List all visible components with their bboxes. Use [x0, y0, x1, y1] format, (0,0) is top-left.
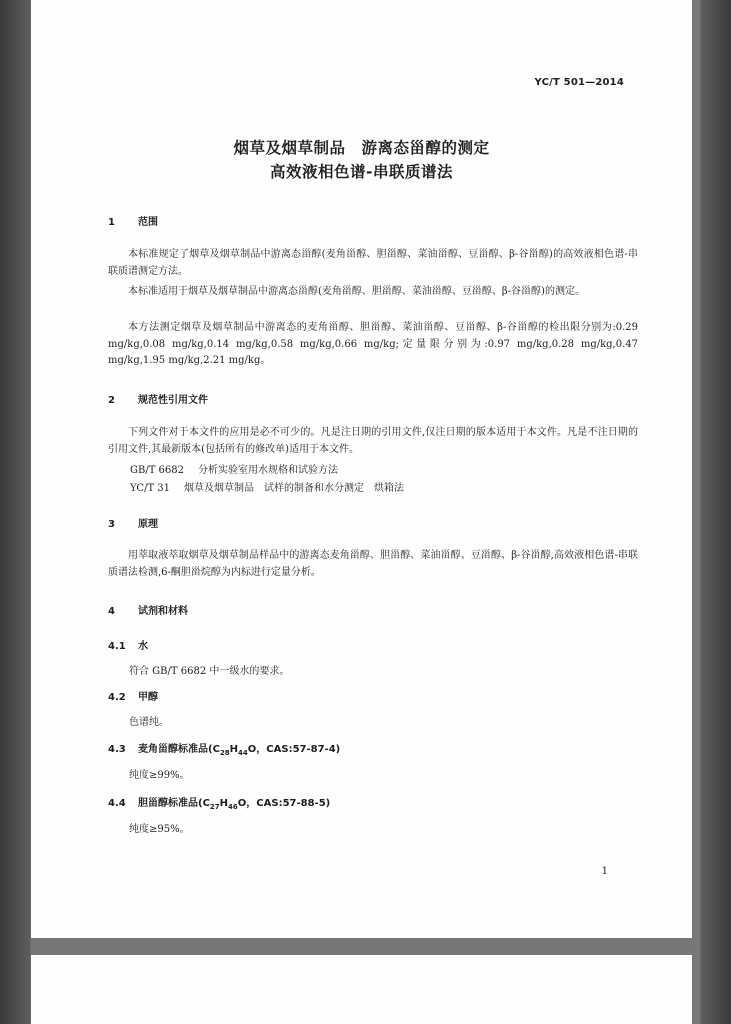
subsection-title: 水 [138, 641, 148, 652]
paragraph: 本标准规定了烟草及烟草制品中游离态甾醇(麦角甾醇、胆甾醇、菜油甾醇、豆甾醇、β-谷甾醇)的高效液相色谱-串联质谱测定方法。 [108, 249, 638, 277]
reference-title: 分析实验室用水规格和试验方法 [198, 465, 339, 476]
subsection-text: 色谱纯。 [129, 717, 169, 728]
next-document-page [31, 955, 692, 1024]
subscript: 46 [228, 803, 238, 811]
section-heading-principle [108, 515, 158, 530]
paragraph: 下列文件对于本文件的应用是必不可少的。凡是注日期的引用文件,仅注日期的版本适用于本文件。凡是不注日期的引用文件,其最新版本(包括所有的修改单)适用于本文件。 [108, 427, 638, 455]
subsection-title: 麦角甾醇标准品($C_{28}H_{44}O$，CAS:57-87-4) [138, 744, 341, 757]
reference-code: GB/T 6682 [130, 465, 185, 476]
reference-item [130, 461, 338, 476]
subsection-number: 4.3 [108, 744, 126, 755]
subsection-title: 甲醇 [138, 692, 158, 703]
subsection-text: 符合 GB/T 6682 中一级水的要求。 [129, 666, 290, 677]
subsection-title: 胆甾醇标准品($C_{27}H_{46}O$，CAS:57-88-5) [138, 798, 331, 811]
subsection-number: 4.4 [108, 798, 126, 809]
section-title: 试剂和材料 [138, 606, 188, 617]
section-number: 4 [108, 606, 115, 617]
subsection-heading-cholesterol-standard [108, 794, 330, 811]
reference-title: 烟草及烟草制品 试样的制备和水分测定 烘箱法 [184, 483, 405, 494]
reference-code: YC/T 31 [130, 483, 171, 494]
subscript: 28 [219, 749, 230, 757]
reference-item [130, 479, 404, 494]
subsection-heading-ergosterol-standard [108, 740, 340, 757]
page-number: 1 [601, 866, 608, 877]
subscript: 27 [209, 803, 220, 811]
document-title-line-2: 高效液相色谱-串联质谱法 [270, 163, 453, 181]
section-title: 原理 [138, 519, 158, 530]
section-number: 3 [108, 519, 115, 530]
section-heading-reagents [108, 602, 188, 617]
subsection-number: 4.2 [108, 692, 126, 703]
subscript: 44 [238, 749, 248, 757]
section-heading-normative-references [108, 391, 208, 406]
paragraph: 本标准适用于烟草及烟草制品中游离态甾醇(麦角甾醇、胆甾醇、菜油甾醇、豆甾醇、β-谷甾醇)的测定。 [128, 286, 585, 297]
standard-code: YC/T 501—2014 [534, 77, 624, 88]
subsection-heading-water [108, 637, 148, 652]
subsection-number: 4.1 [108, 641, 126, 652]
subsection-heading-methanol [108, 688, 158, 703]
subsection-text: 纯度≥99%。 [129, 770, 190, 781]
section-number: 1 [108, 217, 115, 228]
section-heading-scope [108, 213, 158, 228]
document-title-line-1: 烟草及烟草制品 游离态甾醇的测定 [233, 139, 490, 157]
paragraph: 本方法测定烟草及烟草制品中游离态的麦角甾醇、胆甾醇、菜油甾醇、豆甾醇、β-谷甾醇的检出限分别为:0.29 mg/kg,0.08 mg/kg,0.14 mg/kg,0.58 mg/kg,0.66 mg/kg;定量限分别为:0.97 mg/kg,0.28 mg/kg,0.47 mg/kg,1.95 mg/kg,2.21 mg/kg。 [108, 322, 638, 366]
subsection-text: 纯度≥95%。 [129, 824, 190, 835]
document-page [31, 0, 692, 938]
section-title: 范围 [138, 217, 158, 228]
section-number: 2 [108, 395, 115, 406]
paragraph: 用萃取液萃取烟草及烟草制品样品中的游离态麦角甾醇、胆甾醇、菜油甾醇、豆甾醇、β-谷甾醇,高效液相色谱-串联质谱法检测,6-酮胆甾烷醇为内标进行定量分析。 [108, 550, 638, 578]
section-title: 规范性引用文件 [138, 395, 208, 406]
